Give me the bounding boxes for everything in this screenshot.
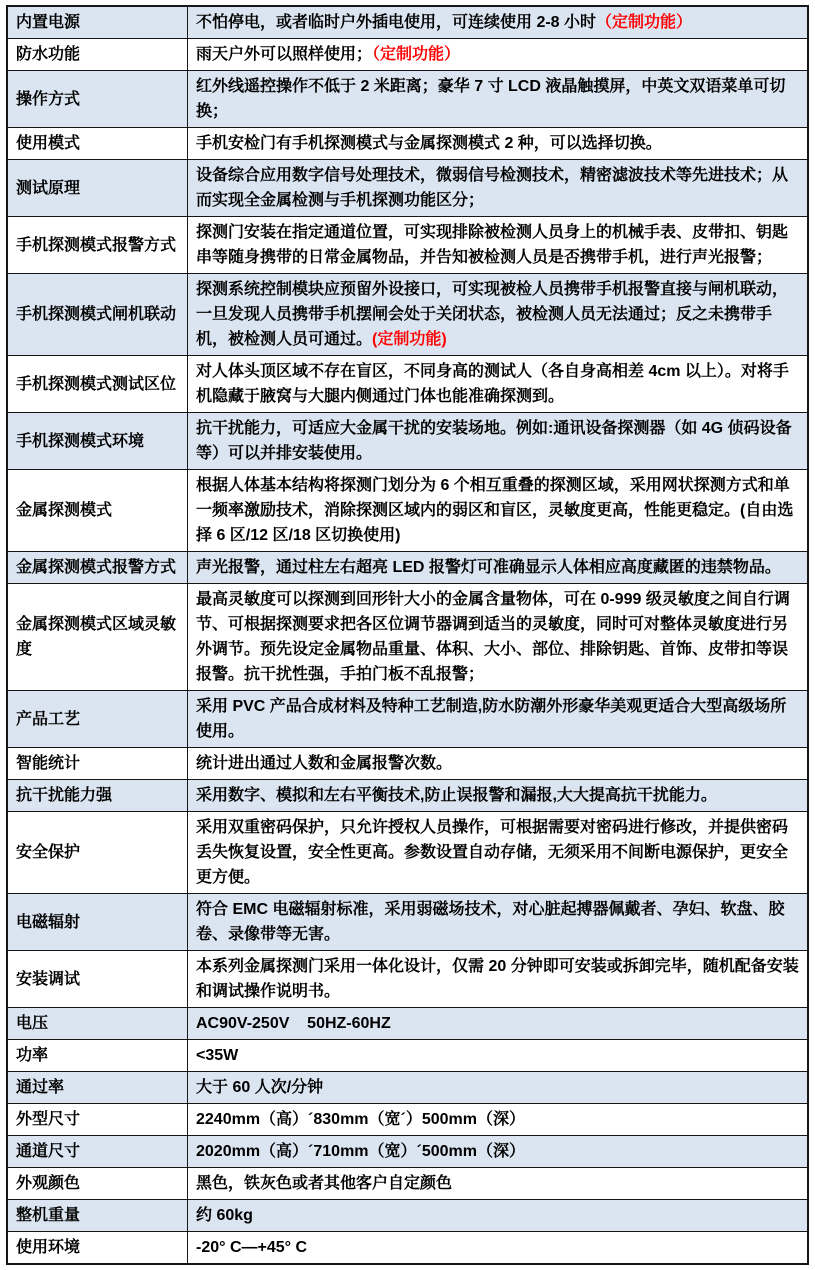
- spec-value: [188, 894, 809, 951]
- table-row: [7, 1072, 808, 1104]
- table-row: [7, 413, 808, 470]
- spec-text: 探测门安装在指定通道位置，可实现排除被检测人员身上的机械手表、皮带扣、钥匙串等随身携带的日常金属物品，并告知被检测人员是否携带手机，进行声光报警；: [196, 224, 789, 266]
- table-row: [7, 691, 808, 748]
- spec-label: 安装调试: [7, 951, 188, 1008]
- table-row: [7, 1232, 808, 1265]
- spec-value: [188, 1008, 809, 1040]
- spec-value: [188, 1040, 809, 1072]
- spec-text: 本系列金属探测门采用一体化设计，仅需 20 分钟即可安装或拆卸完毕，随机配备安装和调试操作说明书。: [196, 958, 799, 1000]
- spec-value: [188, 584, 809, 691]
- spec-label: 金属探测模式报警方式: [7, 552, 188, 584]
- spec-label: 金属探测模式区域灵敏度: [7, 584, 188, 691]
- table-row: [7, 1136, 808, 1168]
- spec-label: 外型尺寸: [7, 1104, 188, 1136]
- table-row: [7, 1040, 808, 1072]
- spec-text: 雨天户外可以照样使用；: [196, 46, 373, 63]
- spec-text: 2020mm（高）´710mm（宽）´500mm（深）: [196, 1143, 526, 1160]
- spec-value: [188, 39, 809, 71]
- spec-label: 电磁辐射: [7, 894, 188, 951]
- spec-text: 手机安检门有手机探测模式与金属探测模式 2 种，可以选择切换。: [196, 135, 662, 152]
- spec-value: [188, 128, 809, 160]
- spec-value: [188, 552, 809, 584]
- spec-text: 约 60kg: [196, 1207, 253, 1224]
- spec-text: 红外线遥控操作不低于 2 米距离；豪华 7 寸 LCD 液晶触摸屏，中英文双语菜单可切换；: [196, 78, 786, 120]
- table-row: [7, 160, 808, 217]
- spec-label: 测试原理: [7, 160, 188, 217]
- spec-text: 黑色，铁灰色或者其他客户自定颜色: [196, 1175, 453, 1192]
- spec-value: [188, 71, 809, 128]
- spec-value: [188, 951, 809, 1008]
- spec-label: 手机探测模式闸机联动: [7, 274, 188, 356]
- spec-value: [188, 691, 809, 748]
- spec-text: AC90V-250V 50HZ-60HZ: [196, 1015, 391, 1032]
- table-row: [7, 217, 808, 274]
- table-row: [7, 748, 808, 780]
- spec-text: 设备综合应用数字信号处理技术，微弱信号检测技术，精密滤波技术等先进技术；从而实现全金属检测与手机探测功能区分；: [196, 167, 789, 209]
- spec-label: 内置电源: [7, 6, 188, 39]
- table-row: [7, 6, 808, 39]
- spec-text: 对人体头顶区域不存在盲区，不同身高的测试人（各自身高相差 4cm 以上）。对将手机隐藏于腋窝与大腿内侧通过门体也能准确探测到。: [196, 363, 789, 405]
- spec-label: 外观颜色: [7, 1168, 188, 1200]
- spec-label: 手机探测模式测试区位: [7, 356, 188, 413]
- table-row: [7, 584, 808, 691]
- spec-text: 声光报警，通过柱左右超亮 LED 报警灯可准确显示人体相应高度藏匿的违禁物品。: [196, 559, 781, 576]
- spec-label: 安全保护: [7, 812, 188, 894]
- table-row: [7, 1008, 808, 1040]
- table-row: [7, 1104, 808, 1136]
- spec-label: 抗干扰能力强: [7, 780, 188, 812]
- spec-label: 智能统计: [7, 748, 188, 780]
- spec-value: [188, 413, 809, 470]
- spec-value: [188, 356, 809, 413]
- table-row: [7, 1200, 808, 1232]
- table-row: [7, 128, 808, 160]
- table-row: [7, 894, 808, 951]
- spec-label: 电压: [7, 1008, 188, 1040]
- table-row: [7, 951, 808, 1008]
- spec-label: 整机重量: [7, 1200, 188, 1232]
- spec-value: [188, 1136, 809, 1168]
- table-row: [7, 274, 808, 356]
- spec-text: 根据人体基本结构将探测门划分为 6 个相互重叠的探测区域，采用网状探测方式和单一频率激励技术，消除探测区域内的弱区和盲区，灵敏度更高，性能更稳定。(自由选择 6 区/12 区/18 区切换使用): [196, 477, 794, 544]
- table-row: [7, 39, 808, 71]
- table-row: [7, 780, 808, 812]
- spec-value: [188, 1104, 809, 1136]
- spec-label: 手机探测模式报警方式: [7, 217, 188, 274]
- spec-label: 使用模式: [7, 128, 188, 160]
- spec-value: [188, 217, 809, 274]
- spec-value: [188, 470, 809, 552]
- spec-table-body: [7, 6, 808, 1264]
- spec-text: 探测系统控制模块应预留外设接口，可实现被检人员携带手机报警直接与闸机联动，一旦发现人员携带手机摆闸会处于关闭状态，被检测人员无法通过；反之未携带手机，被检测人员可通过。: [196, 281, 789, 348]
- custom-feature-note: （定制功能）: [596, 14, 693, 31]
- spec-table: [6, 5, 809, 1265]
- spec-label: 通道尺寸: [7, 1136, 188, 1168]
- spec-value: [188, 274, 809, 356]
- spec-text: 符合 EMC 电磁辐射标准，采用弱磁场技术，对心脏起搏器佩戴者、孕妇、软盘、胶卷、录像带等无害。: [196, 901, 785, 943]
- spec-value: [188, 780, 809, 812]
- table-row: [7, 1168, 808, 1200]
- spec-text: 大于 60 人次/分钟: [196, 1079, 324, 1096]
- spec-label: 防水功能: [7, 39, 188, 71]
- table-row: [7, 470, 808, 552]
- spec-text: 不怕停电，或者临时户外插电使用，可连续使用 2-8 小时: [196, 14, 597, 31]
- spec-value: [188, 1200, 809, 1232]
- spec-text: <35W: [196, 1047, 239, 1064]
- spec-value: [188, 748, 809, 780]
- spec-value: [188, 160, 809, 217]
- spec-text: 最高灵敏度可以探测到回形针大小的金属含量物体，可在 0-999 级灵敏度之间自行调节、可根据探测要求把各区位调节器调到适当的灵敏度，同时可对整体灵敏度进行另外调节。预先设定金属物品重量、体积、大小、部位、排除钥匙、首饰、皮带扣等误报警。抗干扰性强，手拍门板不乱报警；: [196, 591, 790, 683]
- spec-label: 使用环境: [7, 1232, 188, 1265]
- table-row: [7, 812, 808, 894]
- spec-label: 通过率: [7, 1072, 188, 1104]
- table-row: [7, 71, 808, 128]
- spec-text: 统计进出通过人数和金属报警次数。: [196, 755, 453, 772]
- spec-text: 2240mm（高）´830mm（宽´）500mm（深）: [196, 1111, 526, 1128]
- table-row: [7, 356, 808, 413]
- spec-label: 产品工艺: [7, 691, 188, 748]
- spec-text: 采用 PVC 产品合成材料及特种工艺制造,防水防潮外形豪华美观更适合大型高级场所使用。: [196, 698, 787, 740]
- spec-value: [188, 6, 809, 39]
- spec-value: [188, 1232, 809, 1265]
- spec-label: 手机探测模式环境: [7, 413, 188, 470]
- spec-text: 采用双重密码保护，只允许授权人员操作，可根据需要对密码进行修改，并提供密码丢失恢复设置，安全性更高。参数设置自动存储，无须采用不间断电源保护，更安全更方便。: [196, 819, 789, 886]
- spec-text: 抗干扰能力，可适应大金属干扰的安装场地。例如:通讯设备探测器（如 4G 侦码设备等）可以并排安装使用。: [196, 420, 792, 462]
- custom-feature-note: （定制功能）: [372, 46, 461, 63]
- spec-value: [188, 1168, 809, 1200]
- spec-text: 采用数字、模拟和左右平衡技术,防止误报警和漏报,大大提高抗干扰能力。: [196, 787, 717, 804]
- spec-label: 功率: [7, 1040, 188, 1072]
- spec-text: -20° C—+45° C: [196, 1239, 308, 1256]
- spec-value: [188, 1072, 809, 1104]
- custom-feature-note: (定制功能): [372, 331, 447, 348]
- spec-label: 操作方式: [7, 71, 188, 128]
- table-row: [7, 552, 808, 584]
- spec-value: [188, 812, 809, 894]
- spec-label: 金属探测模式: [7, 470, 188, 552]
